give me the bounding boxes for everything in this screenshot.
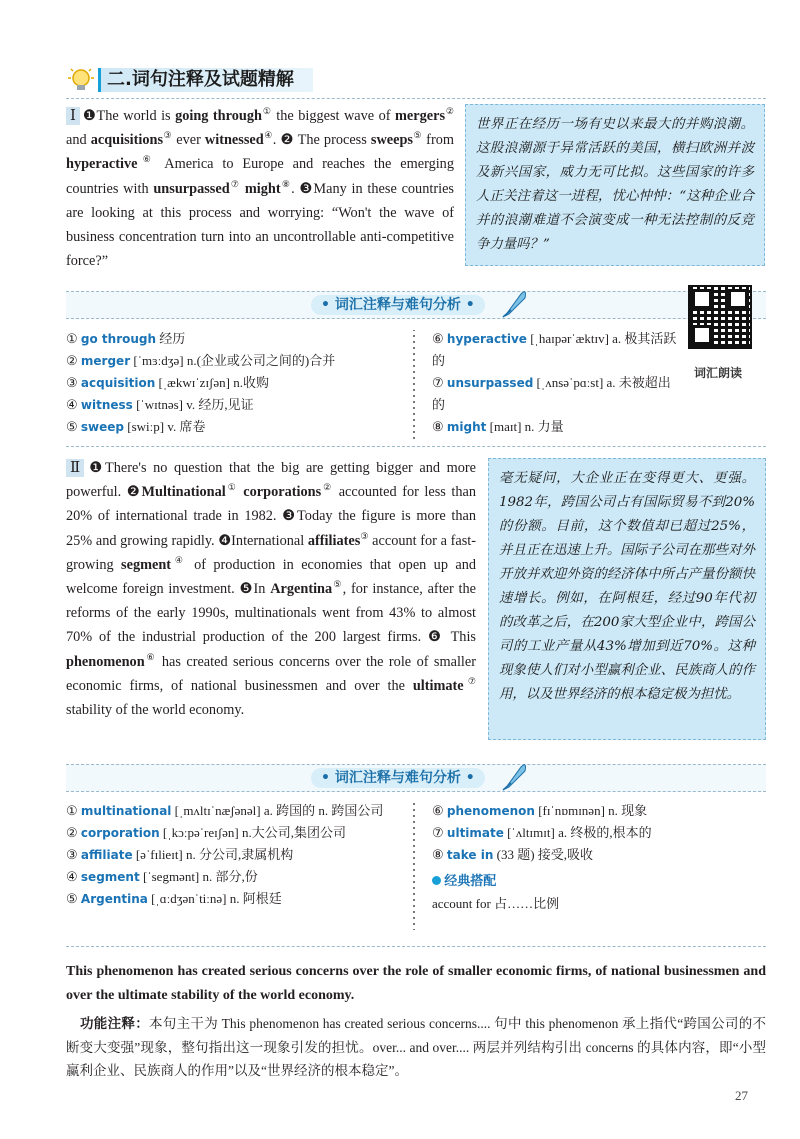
passage-1-text: Ⅰ ❶The world is going through① the biggest wave of mergers② and acquisitions③ ever witnessed④. ❷ The process sweeps⑤ from hyperactive⑥ America to Europe and reaches the emerging countries with unsurpassed⑦ might⑧. ❸Many in these countries are looking at this process and worrying: “Won't the wave of business concentration turn into an uncontrollable anti-competitive force?”	[66, 106, 454, 270]
passage-1	[66, 104, 454, 273]
vocab-item: ① multinational [ˌmʌltɪˈnæʃənəl] a. 跨国的 n. 跨国公司	[66, 803, 384, 818]
vocab-item: ② merger [ˈmɜːdʒə] n.(企业或公司之间的)合并	[66, 353, 336, 368]
divider-spring	[410, 802, 418, 930]
vocab-list-1-left	[66, 328, 406, 438]
section-header	[66, 64, 306, 96]
vocab-item: ⑧ take in (33 题) 接受,吸收	[432, 847, 594, 862]
vocab-item: ① go through 经历	[66, 331, 186, 346]
quill-icon	[501, 288, 529, 318]
vocab-list-2-right	[432, 800, 762, 915]
lightbulb-icon	[66, 66, 96, 94]
vocab-item: ② corporation [ˌkɔːpəˈreɪʃən] n.大公司,集团公司	[66, 825, 346, 840]
vocab-list-2-left	[66, 800, 396, 910]
quill-icon	[501, 761, 529, 791]
vocab-item: ⑥ hyperactive [ˌhaɪpərˈæktɪv] a. 极其活跃的	[432, 331, 677, 368]
vocab-item: ④ segment [ˈsegmənt] n. 部分,份	[66, 869, 258, 884]
sentence-analysis	[66, 960, 766, 1082]
collocation-title: 经典搭配	[432, 870, 762, 893]
vocab-item: ⑤ sweep [swiːp] v. 席卷	[66, 419, 206, 434]
divider	[66, 946, 766, 947]
qr-code[interactable]	[688, 285, 752, 349]
vocab-item: ⑥ phenomenon [fɪˈnɒmɪnən] n. 现象	[432, 803, 648, 818]
vocab-item: ④ witness [ˈwɪtnəs] v. 经历,见证	[66, 397, 254, 412]
section-title: 二.词句注释及试题精解	[98, 68, 313, 92]
analysis-text: 功能注释：本句主干为 This phenomenon has created serious concerns.... 句中 this phenomenon 承上指代“跨国公司的不断变大变强”现象，整句指出这一现象引发的担忧。over... and over.... 两层并列结构引出 concerns 的具体内容，即“小型赢利企业、民族商人的作用”以及“世界经济的根本稳定”。	[66, 1016, 766, 1079]
vocab-item: ③ affiliate [əˈfɪlieɪt] n. 分公司,隶属机构	[66, 847, 294, 862]
passage-2-text: Ⅱ ❶There's no question that the big are getting bigger and more powerful. ❷Multinational① corporations② accounted for less than 20% of international trade in 1982. ❸Today the figure is more than 25% and growing rapidly. ❹International affiliates③ account for a fast-growing segment④ of production in economies that open up and welcome foreign investment. ❺In Argentina⑤, for instance, after the reforms of the early 1990s, multinationals went from 43% to almost 70% of the industrial production of the 200 largest firms. ❻ This phenomenon⑥ has created serious concerns over the role of smaller economic firms, of national businessmen and over the ultimate⑦ stability of the world economy.	[66, 460, 477, 719]
page-number: 27	[735, 1088, 748, 1103]
passage-2	[66, 456, 476, 722]
vocab-item: ⑦ unsurpassed [ˌʌnsəˈpɑːst] a. 未被超出的	[432, 375, 671, 412]
vocab-list-1-right	[432, 328, 682, 438]
divider	[66, 98, 766, 99]
collocation-text: account for 占……比例	[432, 896, 560, 911]
key-sentence: This phenomenon has created serious concerns over the role of smaller economic firms, of national businessmen and over the ultimate stability of the world economy.	[66, 964, 766, 1004]
translation-box-2: 毫无疑问，大企业正在变得更大、更强。1982年，跨国公司占有国际贸易不到20%的份额。目前，这个数值却已超过25%，并且正在迅速上升。国际子公司在那些对外开放并欢迎外资的经济体中所占产量份额快速增长。例如，在阿根廷，经过90年代初的改革之后，在200家大型企业中，跨国公司的工业产量从43%增加到近70%。这种现象使人们对小型赢利企业、民族商人的作用，以及世界经济的根本稳定极为担忧。	[488, 458, 766, 740]
vocab-item: ⑦ ultimate [ˈʌltɪmɪt] a. 终极的,根本的	[432, 825, 652, 840]
translation-box-1: 世界正在经历一场有史以来最大的并购浪潮。这股浪潮源于异常活跃的美国，横扫欧洲并波及新兴国家，威力无可比拟。这些国家的许多人正关注着这一进程，忧心忡忡：“这种企业合并的浪潮难道不会演变成一种无法控制的反竞争力量吗？”	[465, 104, 765, 266]
bullet-icon	[432, 876, 441, 885]
qr-label: 词汇朗读	[694, 366, 743, 380]
vocab-item: ⑤ Argentina [ˌɑːdʒənˈtiːnə] n. 阿根廷	[66, 891, 282, 906]
analysis-banner-2	[66, 764, 766, 792]
divider	[66, 446, 766, 447]
roman-numeral: Ⅰ	[66, 107, 80, 125]
divider-spring	[410, 330, 418, 442]
vocab-item: ③ acquisition [ˌækwɪˈzɪʃən] n.收购	[66, 375, 269, 390]
banner-label: • 词汇注释与难句分析 •	[311, 295, 485, 315]
roman-numeral: Ⅱ	[66, 459, 84, 477]
vocab-item: ⑧ might [maɪt] n. 力量	[432, 419, 564, 434]
banner-label: • 词汇注释与难句分析 •	[311, 768, 485, 788]
analysis-banner-1	[66, 291, 766, 319]
